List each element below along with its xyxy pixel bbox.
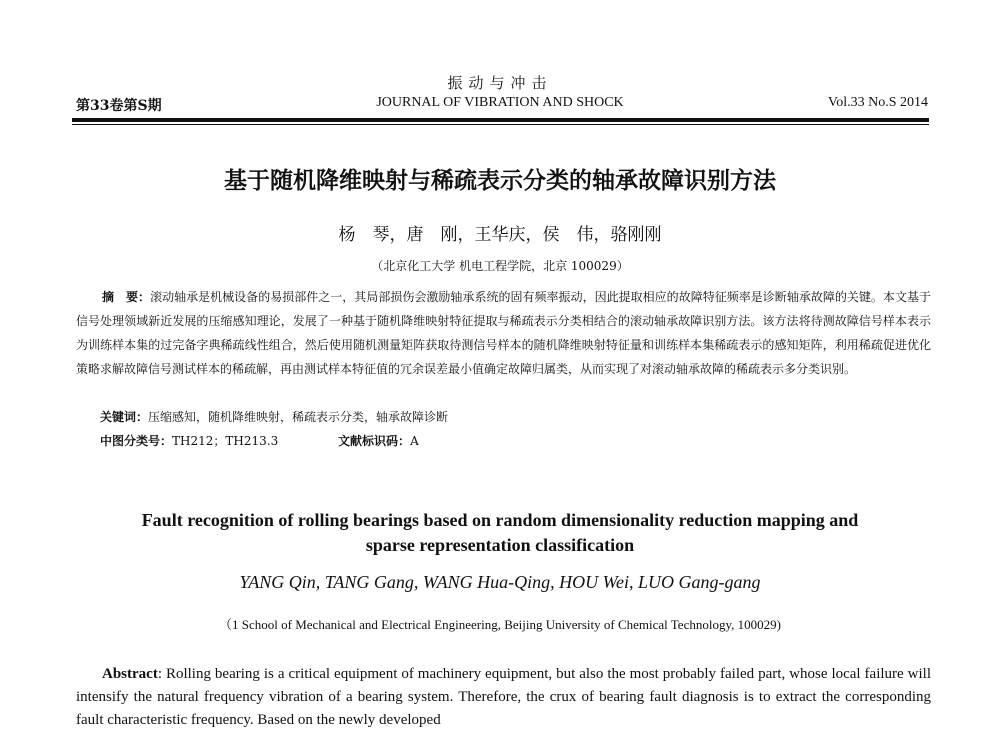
header-rule-thick (72, 118, 929, 122)
doc-code-value: A (410, 434, 419, 448)
paper-title-en-line1: Fault recognition of rolling bearings based on random dimensionality reduction mapping and (141, 510, 859, 530)
abstract-text-cn: 滚动轴承是机械设备的易损部件之一，其局部损伤会激励轴承系统的固有频率振动，因此提取相应的故障特征频率是诊断轴承故障的关键。本文基于信号处理领域新近发展的压缩感知理论，发展了一种基于随机降维映射特征提取与稀疏表示分类相结合的滚动轴承故障识别方法。该方法将待测故障信号样本表示为训练样本集的过完备字典稀疏线性组合，然后使用随机测量矩阵获取待测信号样本的随机降维映射特征量和训练样本集稀疏表示的感知矩阵，利用稀疏促进优化策略求解故障信号测试样本的稀疏解，再由测试样本特征值的冗余误差最小值确定故障归属类，从而实现了对滚动轴承故障的稀疏表示多分类识别。 (76, 290, 931, 376)
paper-title-en-line2: sparse representation classification (365, 535, 635, 555)
affiliation-en: （1 School of Mechanical and Electrical Engineering, Beijing University of Chemical Technology, 100029) (219, 617, 781, 632)
keywords-label-cn: 关键词： (100, 410, 149, 424)
abstract-label-cn: 摘 要： (102, 290, 151, 304)
paper-title-en (0, 508, 1000, 558)
journal-name-cn: 振动与冲击 (447, 74, 553, 92)
doc-code-label: 文献标识码： (338, 434, 411, 448)
volume-issue-en: Vol.33 No.S 2014 (827, 95, 928, 110)
keywords-cn (100, 408, 448, 425)
paper-title-cn: 基于随机降维映射与稀疏表示分类的轴承故障识别方法 (224, 168, 776, 194)
clc-value: TH212；TH213.3 (172, 434, 279, 448)
volume-issue-cn: 第33卷第S期 (76, 98, 162, 114)
journal-name-en: JOURNAL OF VIBRATION AND SHOCK (376, 95, 624, 110)
abstract-en (76, 663, 931, 732)
affiliation-cn: （北京化工大学 机电工程学院，北京 100029） (371, 259, 629, 273)
authors-en: YANG Qin, TANG Gang, WANG Hua-Qing, HOU Wei, LUO Gang-gang (239, 572, 761, 592)
abstract-cn (76, 285, 931, 381)
abstract-text-en: : Rolling bearing is a critical equipment of machinery equipment, but also the most probably failed part, whose local failure will intensify the natural frequency vibration of a bearing system. Therefore, the crux of bearing fault diagnosis is to extract the corresponding fault characteristic frequency. Based on the newly developed (76, 666, 931, 728)
abstract-label-en: Abstract (102, 666, 158, 682)
classification-line (100, 432, 419, 449)
header-rule-thin (72, 124, 929, 125)
keywords-text-cn: 压缩感知，随机降维映射，稀疏表示分类，轴承故障诊断 (148, 410, 449, 424)
authors-cn: 杨 琴，唐 刚，王华庆，侯 伟，骆刚刚 (338, 225, 662, 245)
clc-label: 中图分类号： (100, 434, 173, 448)
